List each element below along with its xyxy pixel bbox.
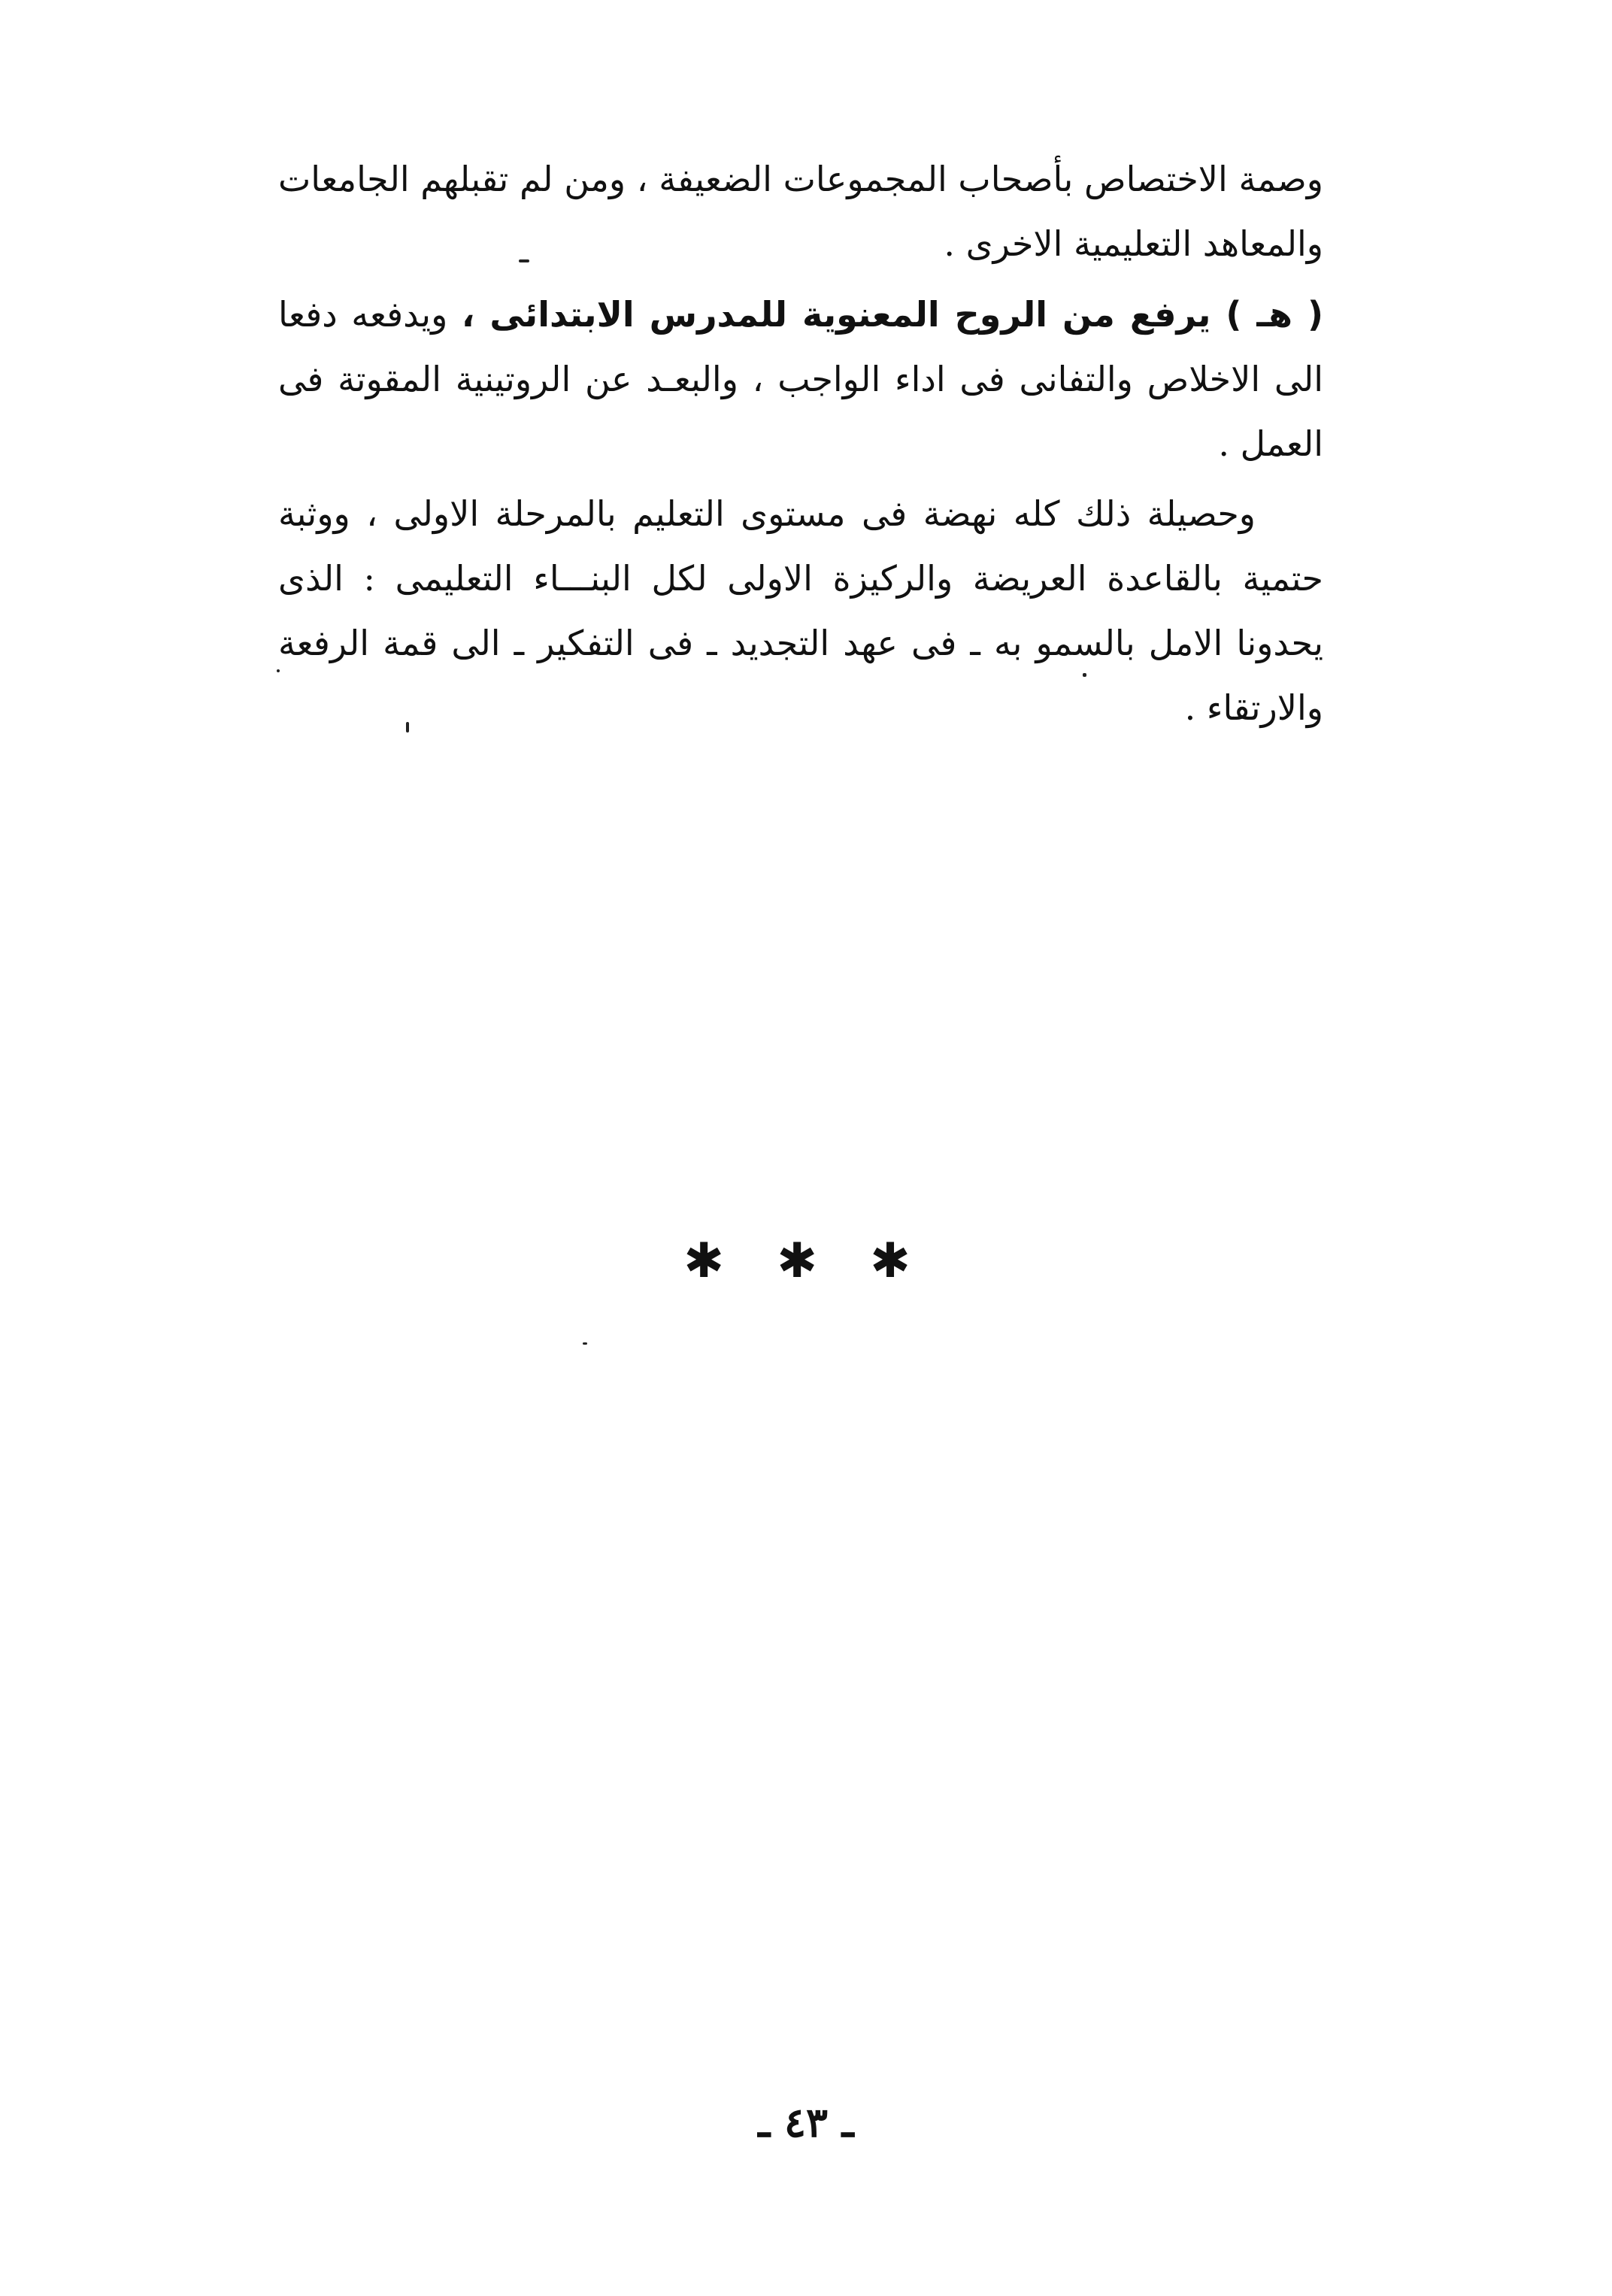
paragraph-conclusion xyxy=(278,481,1323,740)
paragraph-text: وحصيلة ذلك كله نهضة فى مستوى التعليم بالمرحلة الاولى ، ووثبة حتمية بالقاعدة العريضة والركيزة الاولى لكل البنـــاء التعليمى : الذى يحدونا الامل بالسمو به ـ فى عهد التجديد ـ فى التفكير ـ الى قمة الرفعة والارتقاء . xyxy=(278,493,1323,728)
paragraph-point-h xyxy=(278,282,1323,476)
scan-speck xyxy=(519,259,529,262)
page-number: ـ ٤٣ ـ xyxy=(758,2098,854,2146)
paragraph-text: ويدفعه دفعا الى الاخلاص والتفانى فى اداء الواجب ، والبعـد عن الروتينية المقوتة فى العمل . xyxy=(278,294,1323,464)
paragraph-continuation xyxy=(278,147,1323,276)
scan-speck xyxy=(406,722,409,732)
paragraph-lead-bold: ( هـ ) يرفع من الروح المعنوية للمدرس الابتدائى ، xyxy=(461,294,1323,335)
scan-speck xyxy=(583,1342,587,1345)
scan-speck xyxy=(1083,673,1086,677)
paragraph-text: وصمة الاختصاص بأصحاب المجموعات الضعيفة ، ومن لم تقبلهم الجامعات والمعاهد التعليمية الاخرى . xyxy=(278,159,1323,264)
section-separator-asterisks: ✱ ✱ ✱ xyxy=(683,1233,929,1289)
scan-speck xyxy=(277,669,280,672)
